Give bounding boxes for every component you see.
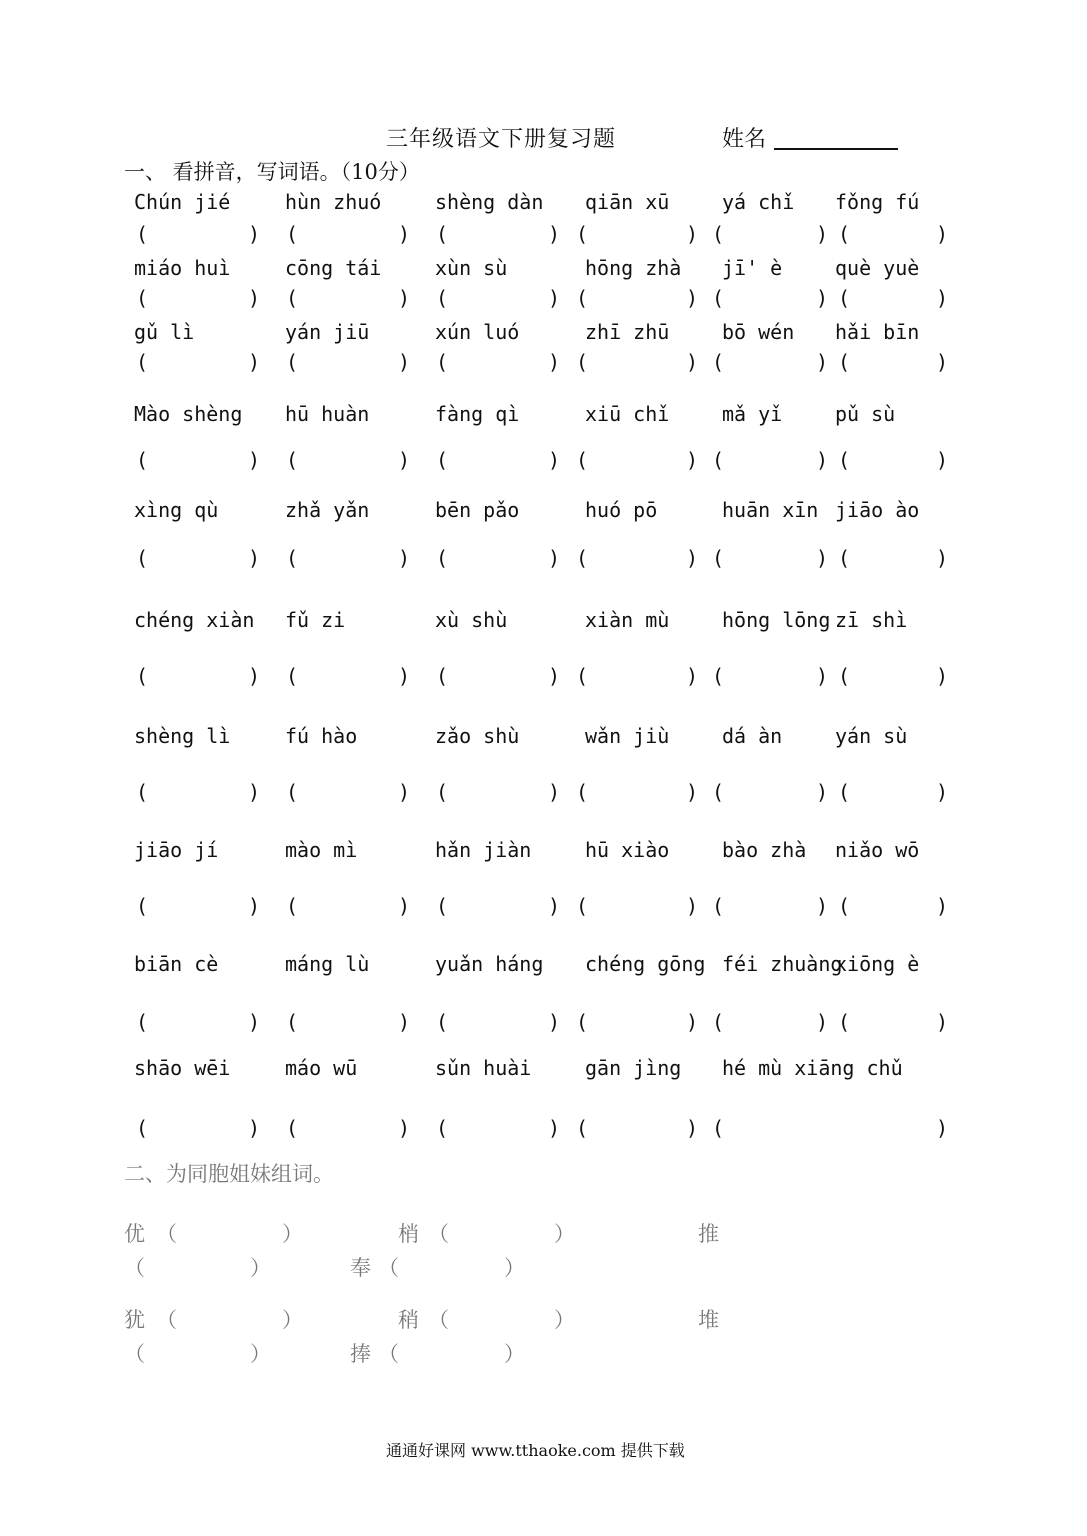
- pinyin-word: zhǎ yǎn: [285, 498, 370, 522]
- answer-paren-close: ): [548, 350, 561, 374]
- answer-paren-close: ): [936, 286, 949, 310]
- answer-paren-open: (: [838, 286, 851, 310]
- pinyin-word: huān xīn: [722, 498, 819, 522]
- pinyin-word: bēn pǎo: [435, 498, 520, 522]
- answer-paren-open: (: [712, 350, 725, 374]
- answer-paren-open: (: [136, 1010, 149, 1034]
- pinyin-word: fǔ zi: [285, 608, 346, 632]
- pinyin-word: hùn zhuó: [285, 190, 382, 214]
- footer-text: 通通好课网 www.tthaoke.com 提供下载: [386, 1441, 685, 1460]
- answer-paren-open: (: [286, 448, 299, 472]
- answer-paren-close: ): [816, 448, 829, 472]
- answer-paren-close: ): [248, 780, 261, 804]
- answer-paren-open: (: [286, 1116, 299, 1140]
- answer-paren-close: ): [816, 222, 829, 246]
- answer-paren-open: (: [576, 448, 589, 472]
- answer-paren-close: ): [936, 1116, 949, 1140]
- pinyin-word: cōng tái: [285, 256, 382, 280]
- pinyin-word: xiōng è: [835, 952, 920, 976]
- pinyin-word: huó pō: [585, 498, 658, 522]
- pinyin-word: hǎn jiàn: [435, 838, 532, 862]
- pinyin-word: dá àn: [722, 724, 783, 748]
- pinyin-word: yán jiū: [285, 320, 370, 344]
- answer-paren-close: ): [936, 1010, 949, 1034]
- answer-paren-open: (: [576, 350, 589, 374]
- name-blank-line: [774, 148, 898, 150]
- answer-paren-open: (: [712, 546, 725, 570]
- answer-paren-open: (: [838, 546, 851, 570]
- word-group-char: 推: [698, 1222, 719, 1246]
- answer-paren-close: ): [248, 664, 261, 688]
- answer-paren-close: ): [686, 664, 699, 688]
- pinyin-word: mǎ yǐ: [722, 402, 783, 426]
- answer-paren-open: (: [576, 1116, 589, 1140]
- pinyin-word: wǎn jiù: [585, 724, 670, 748]
- pinyin-word: mào mì: [285, 838, 358, 862]
- answer-paren-open: (: [136, 222, 149, 246]
- word-group-paren: （ ）: [428, 1222, 575, 1246]
- answer-paren-open: (: [136, 546, 149, 570]
- answer-paren-close: ): [816, 664, 829, 688]
- answer-paren-close: ): [548, 1010, 561, 1034]
- answer-paren-close: ): [548, 448, 561, 472]
- pinyin-word: chéng gōng: [585, 952, 706, 976]
- answer-paren-open: (: [436, 664, 449, 688]
- answer-paren-close: ): [816, 350, 829, 374]
- pinyin-word: hé mù xiāng chǔ: [722, 1056, 903, 1080]
- answer-paren-close: ): [686, 350, 699, 374]
- answer-paren-close: ): [936, 448, 949, 472]
- pinyin-word: hǎi bīn: [835, 320, 920, 344]
- pinyin-word: féi zhuàng: [722, 952, 843, 976]
- answer-paren-close: ): [548, 1116, 561, 1140]
- answer-paren-close: ): [398, 894, 411, 918]
- pinyin-word: hōng zhà: [585, 256, 682, 280]
- answer-paren-close: ): [936, 546, 949, 570]
- answer-paren-open: (: [136, 448, 149, 472]
- answer-paren-close: ): [686, 1010, 699, 1034]
- answer-paren-close: ): [816, 1010, 829, 1034]
- answer-paren-close: ): [816, 546, 829, 570]
- pinyin-word: yán sù: [835, 724, 908, 748]
- section2-heading: 二、为同胞姐妹组词。: [124, 1162, 334, 1186]
- page-title: 三年级语文下册复习题: [386, 127, 617, 152]
- pinyin-word: zhī zhū: [585, 320, 670, 344]
- answer-paren-close: ): [936, 894, 949, 918]
- pinyin-word: niǎo wō: [835, 838, 920, 862]
- answer-paren-close: ): [548, 546, 561, 570]
- pinyin-word: yuǎn háng: [435, 952, 544, 976]
- word-group-paren: （ ）: [124, 1342, 271, 1366]
- pinyin-word: fǒng fú: [835, 190, 920, 214]
- word-group-paren: （ ）: [378, 1342, 525, 1366]
- answer-paren-close: ): [248, 286, 261, 310]
- pinyin-word: hū huàn: [285, 402, 370, 426]
- answer-paren-open: (: [286, 350, 299, 374]
- answer-paren-open: (: [576, 546, 589, 570]
- answer-paren-close: ): [686, 780, 699, 804]
- pinyin-word: zī shì: [835, 608, 908, 632]
- answer-paren-close: ): [686, 286, 699, 310]
- answer-paren-open: (: [436, 1116, 449, 1140]
- pinyin-word: jī' è: [722, 256, 783, 280]
- answer-paren-open: (: [576, 780, 589, 804]
- answer-paren-open: (: [436, 448, 449, 472]
- answer-paren-open: (: [286, 664, 299, 688]
- answer-paren-open: (: [712, 448, 725, 472]
- answer-paren-open: (: [576, 894, 589, 918]
- answer-paren-open: (: [712, 286, 725, 310]
- pinyin-word: bào zhà: [722, 838, 807, 862]
- answer-paren-open: (: [712, 222, 725, 246]
- pinyin-word: shèng lì: [134, 724, 231, 748]
- answer-paren-close: ): [686, 894, 699, 918]
- answer-paren-close: ): [936, 222, 949, 246]
- pinyin-word: qiān xū: [585, 190, 670, 214]
- answer-paren-close: ): [248, 448, 261, 472]
- answer-paren-open: (: [436, 546, 449, 570]
- answer-paren-open: (: [286, 780, 299, 804]
- answer-paren-close: ): [398, 780, 411, 804]
- pinyin-word: xùn sù: [435, 256, 508, 280]
- answer-paren-close: ): [398, 546, 411, 570]
- answer-paren-close: ): [686, 546, 699, 570]
- word-group-char: 捧: [350, 1342, 371, 1366]
- answer-paren-close: ): [398, 1116, 411, 1140]
- answer-paren-close: ): [248, 546, 261, 570]
- answer-paren-open: (: [712, 664, 725, 688]
- answer-paren-open: (: [286, 546, 299, 570]
- answer-paren-close: ): [398, 222, 411, 246]
- answer-paren-close: ): [686, 222, 699, 246]
- pinyin-word: què yuè: [835, 256, 920, 280]
- word-group-paren: （ ）: [156, 1222, 303, 1246]
- pinyin-word: biān cè: [134, 952, 219, 976]
- pinyin-word: yá chǐ: [722, 190, 795, 214]
- answer-paren-close: ): [548, 780, 561, 804]
- answer-paren-close: ): [548, 222, 561, 246]
- answer-paren-open: (: [286, 1010, 299, 1034]
- answer-paren-close: ): [816, 286, 829, 310]
- answer-paren-open: (: [136, 350, 149, 374]
- word-group-paren: （ ）: [428, 1308, 575, 1332]
- pinyin-word: gān jìng: [585, 1056, 682, 1080]
- answer-paren-open: (: [838, 448, 851, 472]
- pinyin-word: gǔ lì: [134, 320, 195, 344]
- pinyin-word: hōng lōng: [722, 608, 831, 632]
- answer-paren-open: (: [712, 1116, 725, 1140]
- answer-paren-close: ): [398, 1010, 411, 1034]
- answer-paren-close: ): [398, 448, 411, 472]
- answer-paren-open: (: [436, 1010, 449, 1034]
- answer-paren-close: ): [248, 894, 261, 918]
- answer-paren-open: (: [712, 780, 725, 804]
- pinyin-word: hū xiào: [585, 838, 670, 862]
- answer-paren-close: ): [398, 286, 411, 310]
- answer-paren-close: ): [816, 894, 829, 918]
- answer-paren-open: (: [436, 894, 449, 918]
- word-group-char: 梢: [398, 1222, 419, 1246]
- answer-paren-open: (: [436, 222, 449, 246]
- pinyin-word: xiàn mù: [585, 608, 670, 632]
- answer-paren-open: (: [838, 780, 851, 804]
- answer-paren-open: (: [136, 894, 149, 918]
- answer-paren-open: (: [712, 894, 725, 918]
- answer-paren-open: (: [136, 1116, 149, 1140]
- pinyin-word: shèng dàn: [435, 190, 544, 214]
- pinyin-word: fàng qì: [435, 402, 520, 426]
- answer-paren-close: ): [398, 664, 411, 688]
- answer-paren-close: ): [548, 664, 561, 688]
- answer-paren-close: ): [248, 1010, 261, 1034]
- answer-paren-open: (: [838, 222, 851, 246]
- answer-paren-close: ): [816, 780, 829, 804]
- answer-paren-close: ): [936, 780, 949, 804]
- answer-paren-close: ): [248, 350, 261, 374]
- pinyin-word: jiāo jí: [134, 838, 219, 862]
- word-group-char: 稍: [398, 1308, 419, 1332]
- answer-paren-close: ): [548, 894, 561, 918]
- word-group-paren: （ ）: [378, 1256, 525, 1280]
- answer-paren-open: (: [576, 222, 589, 246]
- word-group-char: 堆: [698, 1308, 719, 1332]
- answer-paren-open: (: [436, 286, 449, 310]
- answer-paren-open: (: [136, 780, 149, 804]
- name-label: 姓名: [722, 127, 767, 152]
- pinyin-word: sǔn huài: [435, 1056, 532, 1080]
- pinyin-word: máng lù: [285, 952, 370, 976]
- answer-paren-close: ): [248, 222, 261, 246]
- answer-paren-open: (: [436, 350, 449, 374]
- pinyin-word: fú hào: [285, 724, 358, 748]
- answer-paren-open: (: [286, 286, 299, 310]
- pinyin-word: xìng qù: [134, 498, 219, 522]
- answer-paren-close: ): [686, 1116, 699, 1140]
- word-group-char: 犹: [124, 1308, 145, 1332]
- answer-paren-open: (: [136, 286, 149, 310]
- section1-heading: 一、 看拼音，写词语。（10分）: [124, 160, 420, 184]
- answer-paren-open: (: [838, 350, 851, 374]
- pinyin-word: máo wū: [285, 1056, 358, 1080]
- answer-paren-open: (: [838, 1010, 851, 1034]
- pinyin-word: Chún jié: [134, 190, 231, 214]
- pinyin-word: chéng xiàn: [134, 608, 255, 632]
- pinyin-word: Mào shèng: [134, 402, 243, 426]
- answer-paren-open: (: [286, 222, 299, 246]
- word-group-char: 奉: [350, 1256, 371, 1280]
- answer-paren-close: ): [936, 664, 949, 688]
- word-group-char: 优: [124, 1222, 145, 1246]
- answer-paren-open: (: [838, 664, 851, 688]
- answer-paren-close: ): [936, 350, 949, 374]
- answer-paren-open: (: [576, 286, 589, 310]
- answer-paren-open: (: [436, 780, 449, 804]
- answer-paren-open: (: [838, 894, 851, 918]
- answer-paren-open: (: [576, 1010, 589, 1034]
- answer-paren-open: (: [136, 664, 149, 688]
- pinyin-word: zǎo shù: [435, 724, 520, 748]
- answer-paren-open: (: [286, 894, 299, 918]
- pinyin-word: xún luó: [435, 320, 520, 344]
- answer-paren-close: ): [686, 448, 699, 472]
- word-group-paren: （ ）: [156, 1308, 303, 1332]
- word-group-paren: （ ）: [124, 1256, 271, 1280]
- answer-paren-close: ): [548, 286, 561, 310]
- answer-paren-close: ): [398, 350, 411, 374]
- answer-paren-close: ): [248, 1116, 261, 1140]
- pinyin-word: pǔ sù: [835, 402, 896, 426]
- pinyin-word: jiāo ào: [835, 498, 920, 522]
- pinyin-word: shāo wēi: [134, 1056, 231, 1080]
- pinyin-word: xiū chǐ: [585, 402, 670, 426]
- pinyin-word: bō wén: [722, 320, 795, 344]
- answer-paren-open: (: [712, 1010, 725, 1034]
- answer-paren-open: (: [576, 664, 589, 688]
- pinyin-word: miáo huì: [134, 256, 231, 280]
- pinyin-word: xù shù: [435, 608, 508, 632]
